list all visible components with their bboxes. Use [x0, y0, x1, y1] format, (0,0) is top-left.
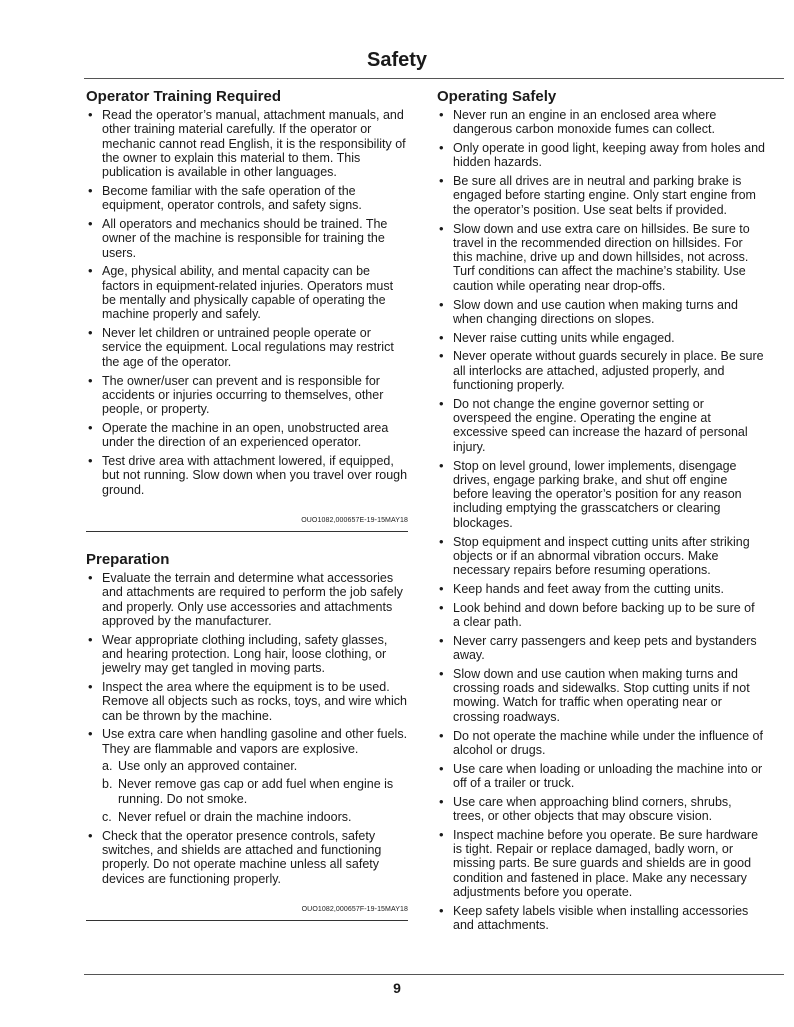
bullet-item: • Inspect the area where the equipment is to be used. Remove all objects such as rocks, toys, and wire which can be thrown by the machine. [86, 680, 408, 723]
sub-item [102, 777, 408, 806]
bullet-item: • Use care when loading or unloading the machine into or off of a trailer or truck. [437, 762, 765, 791]
bullet-item: • Slow down and use caution when making turns and crossing roads and sidewalks. Stop cutting units if not mowing. Watch for traffic when operating near or crossing roadways. [437, 667, 765, 724]
bullet-list [86, 108, 408, 497]
bullet-item: • Stop equipment and inspect cutting units after striking objects or if an abnormal vibration occurs. Make necessary repairs before resuming operations. [437, 535, 765, 578]
page-number: 9 [393, 980, 401, 996]
bullet-item: • Become familiar with the safe operation of the equipment, operator controls, and safety signs. [86, 184, 408, 213]
preparation-section [86, 551, 408, 921]
document-reference: OUO1082,000657F-19-15MAY18 [86, 903, 408, 921]
bullet-item: • Evaluate the terrain and determine what accessories and attachments are required to perform the job safely and properly. Only use accessories and attachments approved by the manufacturer. [86, 571, 408, 628]
bullet-item: • Slow down and use extra care on hillsides. Be sure to travel in the recommended direction on hillsides. For this machine, drive up and down hillsides, not across. Turf conditions can affect the machine’s stability. Use caution while operating near drop-offs. [437, 222, 765, 293]
bullet-item: • Never carry passengers and keep pets and bystanders away. [437, 634, 765, 663]
operating-safely-section [437, 88, 765, 937]
section-heading: Operating Safely [437, 88, 557, 105]
sub-item-text: Never remove gas cap or add fuel when engine is running. Do not smoke. [118, 777, 394, 806]
header-divider [84, 78, 784, 79]
section-heading: Preparation [86, 551, 170, 568]
bullet-item: • Be sure all drives are in neutral and parking brake is engaged before starting engine. Only start engine from the operator’s position. Use seat belts if provided. [437, 174, 765, 217]
bullet-item [86, 727, 408, 824]
sub-item [102, 759, 408, 773]
bullet-item: • Stop on level ground, lower implements, disengage drives, engage parking brake, and shut off engine before leaving the operator’s position for any reason including emptying the grasscatchers or clearing blockages. [437, 459, 765, 530]
bullet-item: • Age, physical ability, and mental capacity can be factors in equipment-related injuries. Operators must be mentally and physically capable of operating the machine properly and safely. [86, 264, 408, 321]
bullet-item: • Never let children or untrained people operate or service the equipment. Local regulations may restrict the age of the operator. [86, 326, 408, 369]
document-reference: OUO1082,000657E-19-15MAY18 [86, 514, 408, 532]
sub-list [102, 759, 408, 824]
sub-item-text: Use only an approved container. [118, 759, 298, 774]
bullet-list [437, 108, 765, 932]
bullet-item: • Slow down and use caution when making turns and when changing directions on slopes. [437, 298, 765, 327]
bullet-item: • The owner/user can prevent and is responsible for accidents or injuries occurring to themselves, other people, or property. [86, 374, 408, 417]
bullet-item: • Do not operate the machine while under the influence of alcohol or drugs. [437, 729, 765, 758]
operator-training-section [86, 88, 408, 532]
bullet-item: • Never operate without guards securely in place. Be sure all interlocks are attached, adjusted properly, and functioning properly. [437, 349, 765, 392]
bullet-item: • Keep safety labels visible when installing accessories and attachments. [437, 904, 765, 933]
bullet-item: • Do not change the engine governor setting or overspeed the engine. Operating the engine at excessive speed can increase the hazard of personal injury. [437, 397, 765, 454]
bullet-item: • All operators and mechanics should be trained. The owner of the machine is responsible for training the users. [86, 217, 408, 260]
page-title: Safety [366, 49, 428, 71]
bullet-item: • Operate the machine in an open, unobstructed area under the direction of an experienced operator. [86, 421, 408, 450]
bullet-item: • Never raise cutting units while engaged. [437, 331, 765, 345]
bullet-text: Use extra care when handling gasoline and other fuels. They are flammable and vapors are explosive. [102, 727, 408, 756]
bullet-item: • Read the operator’s manual, attachment manuals, and other training material carefully. If the operator or mechanic cannot read English, it is the responsibility of the owner to explain this material to them. This publication is available in other languages. [86, 108, 408, 179]
sub-item-letter: c. [102, 809, 112, 824]
section-heading: Operator Training Required [86, 88, 282, 105]
sub-item-text: Never refuel or drain the machine indoors. [118, 809, 352, 824]
bullet-item: • Keep hands and feet away from the cutting units. [437, 582, 765, 596]
sub-item-letter: a. [102, 759, 113, 774]
bullet-list [86, 571, 408, 886]
sub-item [102, 810, 408, 824]
bullet-item: • Test drive area with attachment lowered, if equipped, but not running. Slow down when you travel over rough ground. [86, 454, 408, 497]
bullet-item: • Only operate in good light, keeping away from holes and hidden hazards. [437, 141, 765, 170]
bullet-item: • Wear appropriate clothing including, safety glasses, and hearing protection. Long hair, loose clothing, or jewelry may get tangled in moving parts. [86, 633, 408, 676]
bullet-item: • Never run an engine in an enclosed area where dangerous carbon monoxide fumes can collect. [437, 108, 765, 137]
bullet-item: • Check that the operator presence controls, safety switches, and shields are attached and functioning properly. Do not operate machine unless all safety devices are functioning properly. [86, 829, 408, 886]
bullet-item: • Use care when approaching blind corners, shrubs, trees, or other objects that may obscure vision. [437, 795, 765, 824]
bullet-item: • Look behind and down before backing up to be sure of a clear path. [437, 601, 765, 630]
footer-divider [84, 974, 784, 975]
bullet-item: • Inspect machine before you operate. Be sure hardware is tight. Repair or replace damaged, badly worn, or missing parts. Be sure guards and shields are in good condition and fastened in place. Make any necessary adjustments before you operate. [437, 828, 765, 899]
sub-item-letter: b. [102, 777, 113, 792]
